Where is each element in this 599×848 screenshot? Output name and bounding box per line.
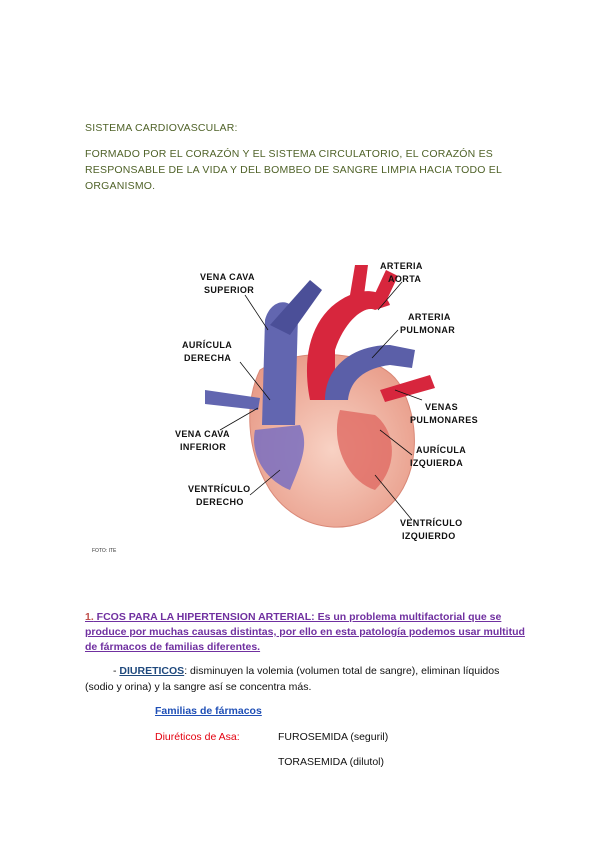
drug-item: TORASEMIDA (dilutol) (278, 756, 384, 768)
heart-diagram (150, 250, 480, 550)
label-arteria-pulmonar: ARTERIA (408, 312, 451, 322)
intro-paragraph: FORMADO POR EL CORAZÓN Y EL SISTEMA CIRCULATORIO, EL CORAZÓN ES RESPONSABLE DE LA VIDA Y DEL BOMBEO DE SANGRE LIMPIA HACIA TODO EL ORGANISMO. (85, 148, 502, 192)
label-auricula-izquierda: AURÍCULA (416, 445, 467, 455)
label-auricula-derecha: AURÍCULA (182, 340, 233, 350)
aorta-branch-1 (350, 265, 368, 295)
section-title (85, 610, 525, 655)
label-vena-cava-inferior-2: INFERIOR (180, 442, 227, 452)
label-arteria-aorta: ARTERIA (380, 261, 423, 271)
label-ventriculo-derecho-2: DERECHO (196, 497, 244, 507)
label-arteria-pulmonar-2: PULMONAR (400, 325, 456, 335)
loop-diuretics-label: Diuréticos de Asa: (155, 731, 240, 743)
label-ventriculo-derecho: VENTRÍCULO (188, 484, 251, 494)
label-arteria-aorta-2: AORTA (388, 274, 422, 284)
label-vena-cava-inferior: VENA CAVA (175, 429, 230, 439)
diuretic-paragraph (85, 663, 525, 695)
families-heading: Familias de fármacos (155, 705, 262, 717)
diuretic-term: DIURETICOS (119, 665, 185, 677)
dash: - (113, 665, 120, 677)
label-vena-cava-superior: VENA CAVA (200, 272, 255, 282)
label-ventriculo-izquierdo-2: IZQUIERDO (402, 531, 456, 541)
label-venas-pulmonares-2: PULMONARES (410, 415, 479, 425)
section-number: 1. (85, 611, 94, 623)
label-auricula-derecha-2: DERECHA (184, 353, 232, 363)
label-ventriculo-izquierdo: VENTRÍCULO (400, 518, 463, 528)
drug-item: FUROSEMIDA (seguril) (278, 731, 389, 743)
photo-credit: FOTO: ITE (92, 548, 117, 554)
label-auricula-izquierda-2: IZQUIERDA (410, 458, 464, 468)
diuretic-description: : disminuyen la volemia (volumen total de sangre), eliminan líquidos (sodio y orina) y la sangre así se concentra más. (85, 665, 500, 693)
section-title-text: FCOS PARA LA HIPERTENSION ARTERIAL: Es un problema multifactorial que se produce por muchas causas distintas, por ello en esta patología podemos usar multitud de fármacos de familias diferentes. (85, 611, 525, 653)
label-venas-pulmonares: VENAS (425, 402, 459, 412)
page-heading: SISTEMA CARDIOVASCULAR: (85, 122, 238, 134)
label-vena-cava-superior-2: SUPERIOR (204, 285, 255, 295)
